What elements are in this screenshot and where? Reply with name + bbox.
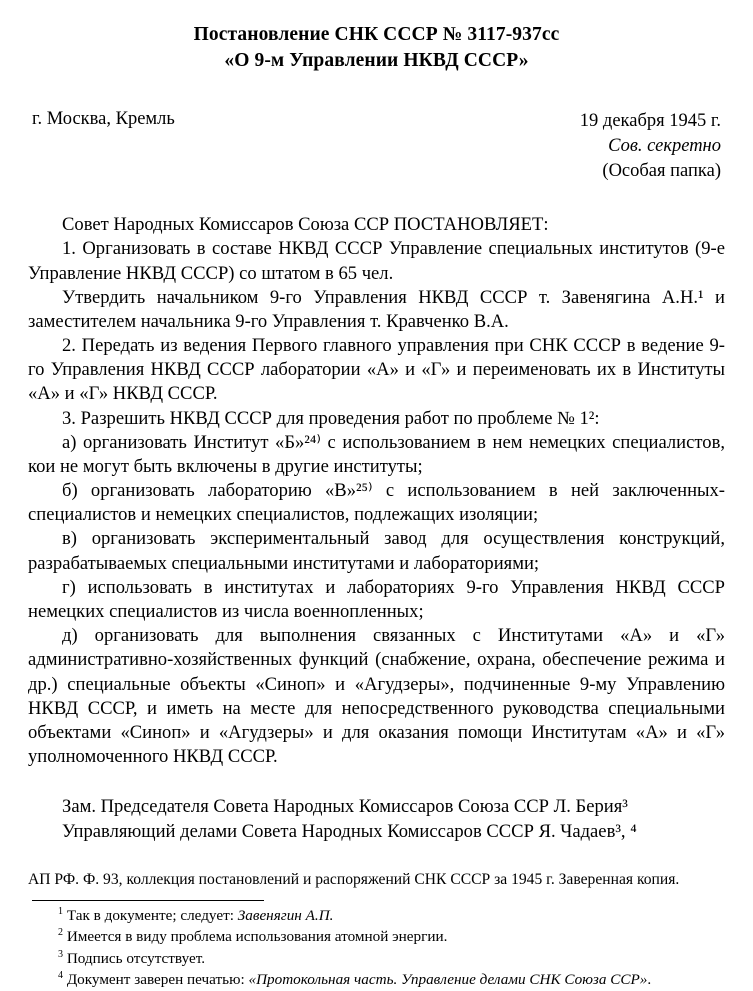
title-line-1: Постановление СНК СССР № 3117-937сс	[193, 24, 560, 45]
footnote-text-after: .	[647, 971, 652, 989]
document-meta	[28, 109, 725, 183]
paragraph: д) организовать для выполнения связанных с Институтами «А» и «Г» административно-хозяйственных функций (снабжение, охрана, обеспечение режима и др.) специальные объекты «Синоп» и «Агудзеры», подчиненные 9-му Управлению НКВД СССР, и иметь на месте для непосредственного руководства специальными объектами «Синоп» и «Агудзеры» и для оказания помощи Институтам «А» и «Г» уполномоченного НКВД СССР.	[28, 625, 725, 768]
footnote-marker: 2	[58, 927, 64, 939]
paragraph: 1. Организовать в составе НКВД СССР Управление специальных институтов (9-е Управление НКВД СССР) со штатом в 65 чел.	[28, 238, 725, 284]
footnote-text: Так в документе; следует:	[66, 906, 238, 924]
footnote-text: Подпись отсутствует.	[66, 949, 206, 967]
paragraph: 2. Передать из ведения Первого главного управления при СНК СССР в ведение 9-го Управления НКВД СССР лаборатории «А» и «Г» и переименовать их в Институты «А» и «Г» НКВД СССР.	[28, 335, 725, 405]
footnote-item	[32, 905, 725, 927]
document-title	[28, 22, 725, 73]
signature-block	[28, 795, 725, 844]
paragraph: 3. Разрешить НКВД СССР для проведения работ по проблеме № 1²:	[62, 407, 600, 429]
signature-line: Зам. Председателя Совета Народных Комиссаров Союза ССР Л. Берия³	[62, 796, 628, 818]
paragraph: Утвердить начальником 9-го Управления НКВД СССР т. Завенягина А.Н.¹ и заместителем начальника 9-го Управления т. Кравченко В.А.	[28, 286, 725, 332]
footnote-divider	[32, 900, 264, 901]
footnote-text-italic: Завенягин А.П.	[237, 906, 334, 924]
footnote-item	[32, 969, 725, 991]
archive-source: АП РФ. Ф. 93, коллекция постановлений и распоряжений СНК СССР за 1945 г. Заверенная копия.	[28, 871, 680, 889]
footnote-marker: 4	[58, 970, 64, 982]
title-line-2: «О 9-м Управлении НКВД СССР»	[224, 49, 529, 71]
footnote-text-italic: «Протокольная часть. Управление делами СНК Союза ССР»	[248, 971, 648, 989]
paragraph: Совет Народных Комиссаров Союза ССР ПОСТАНОВЛЯЕТ:	[62, 214, 549, 236]
footnote-text: Имеется в виду проблема использования атомной энергии.	[66, 928, 448, 946]
footnote-marker: 3	[58, 948, 64, 960]
paragraph: г) использовать в институтах и лабораториях 9-го Управления НКВД СССР немецких специалистов из числа военнопленных;	[28, 576, 725, 622]
document-date-secrecy	[580, 109, 725, 183]
document-folder: (Особая папка)	[602, 160, 721, 181]
signature-line: Управляющий делами Совета Народных Комиссаров СССР Я. Чадаев³, ⁴	[62, 820, 637, 842]
paragraph: в) организовать экспериментальный завод для осуществления конструкций, разрабатываемых специальными институтами и лабораториями;	[28, 528, 725, 574]
document-date: 19 декабря 1945 г.	[579, 111, 721, 132]
footnote-item	[32, 926, 725, 948]
paragraph: а) организовать Институт «Б»²⁴⁾ с использованием в нем немецких специалистов, кои не могут быть включены в другие институты;	[28, 431, 725, 477]
footnote-item	[32, 948, 725, 970]
document-body	[28, 213, 725, 769]
document-place: г. Москва, Кремль	[32, 109, 175, 130]
paragraph: б) организовать лабораторию «В»²⁵⁾ с использованием в ней заключенных-специалистов и немецких специалистов, подлежащих изоляции;	[28, 480, 725, 526]
footnotes	[28, 905, 725, 991]
footnote-text: Документ заверен печатью:	[66, 971, 249, 989]
document-secrecy: Сов. секретно	[608, 136, 721, 157]
footnote-marker: 1	[58, 905, 64, 917]
